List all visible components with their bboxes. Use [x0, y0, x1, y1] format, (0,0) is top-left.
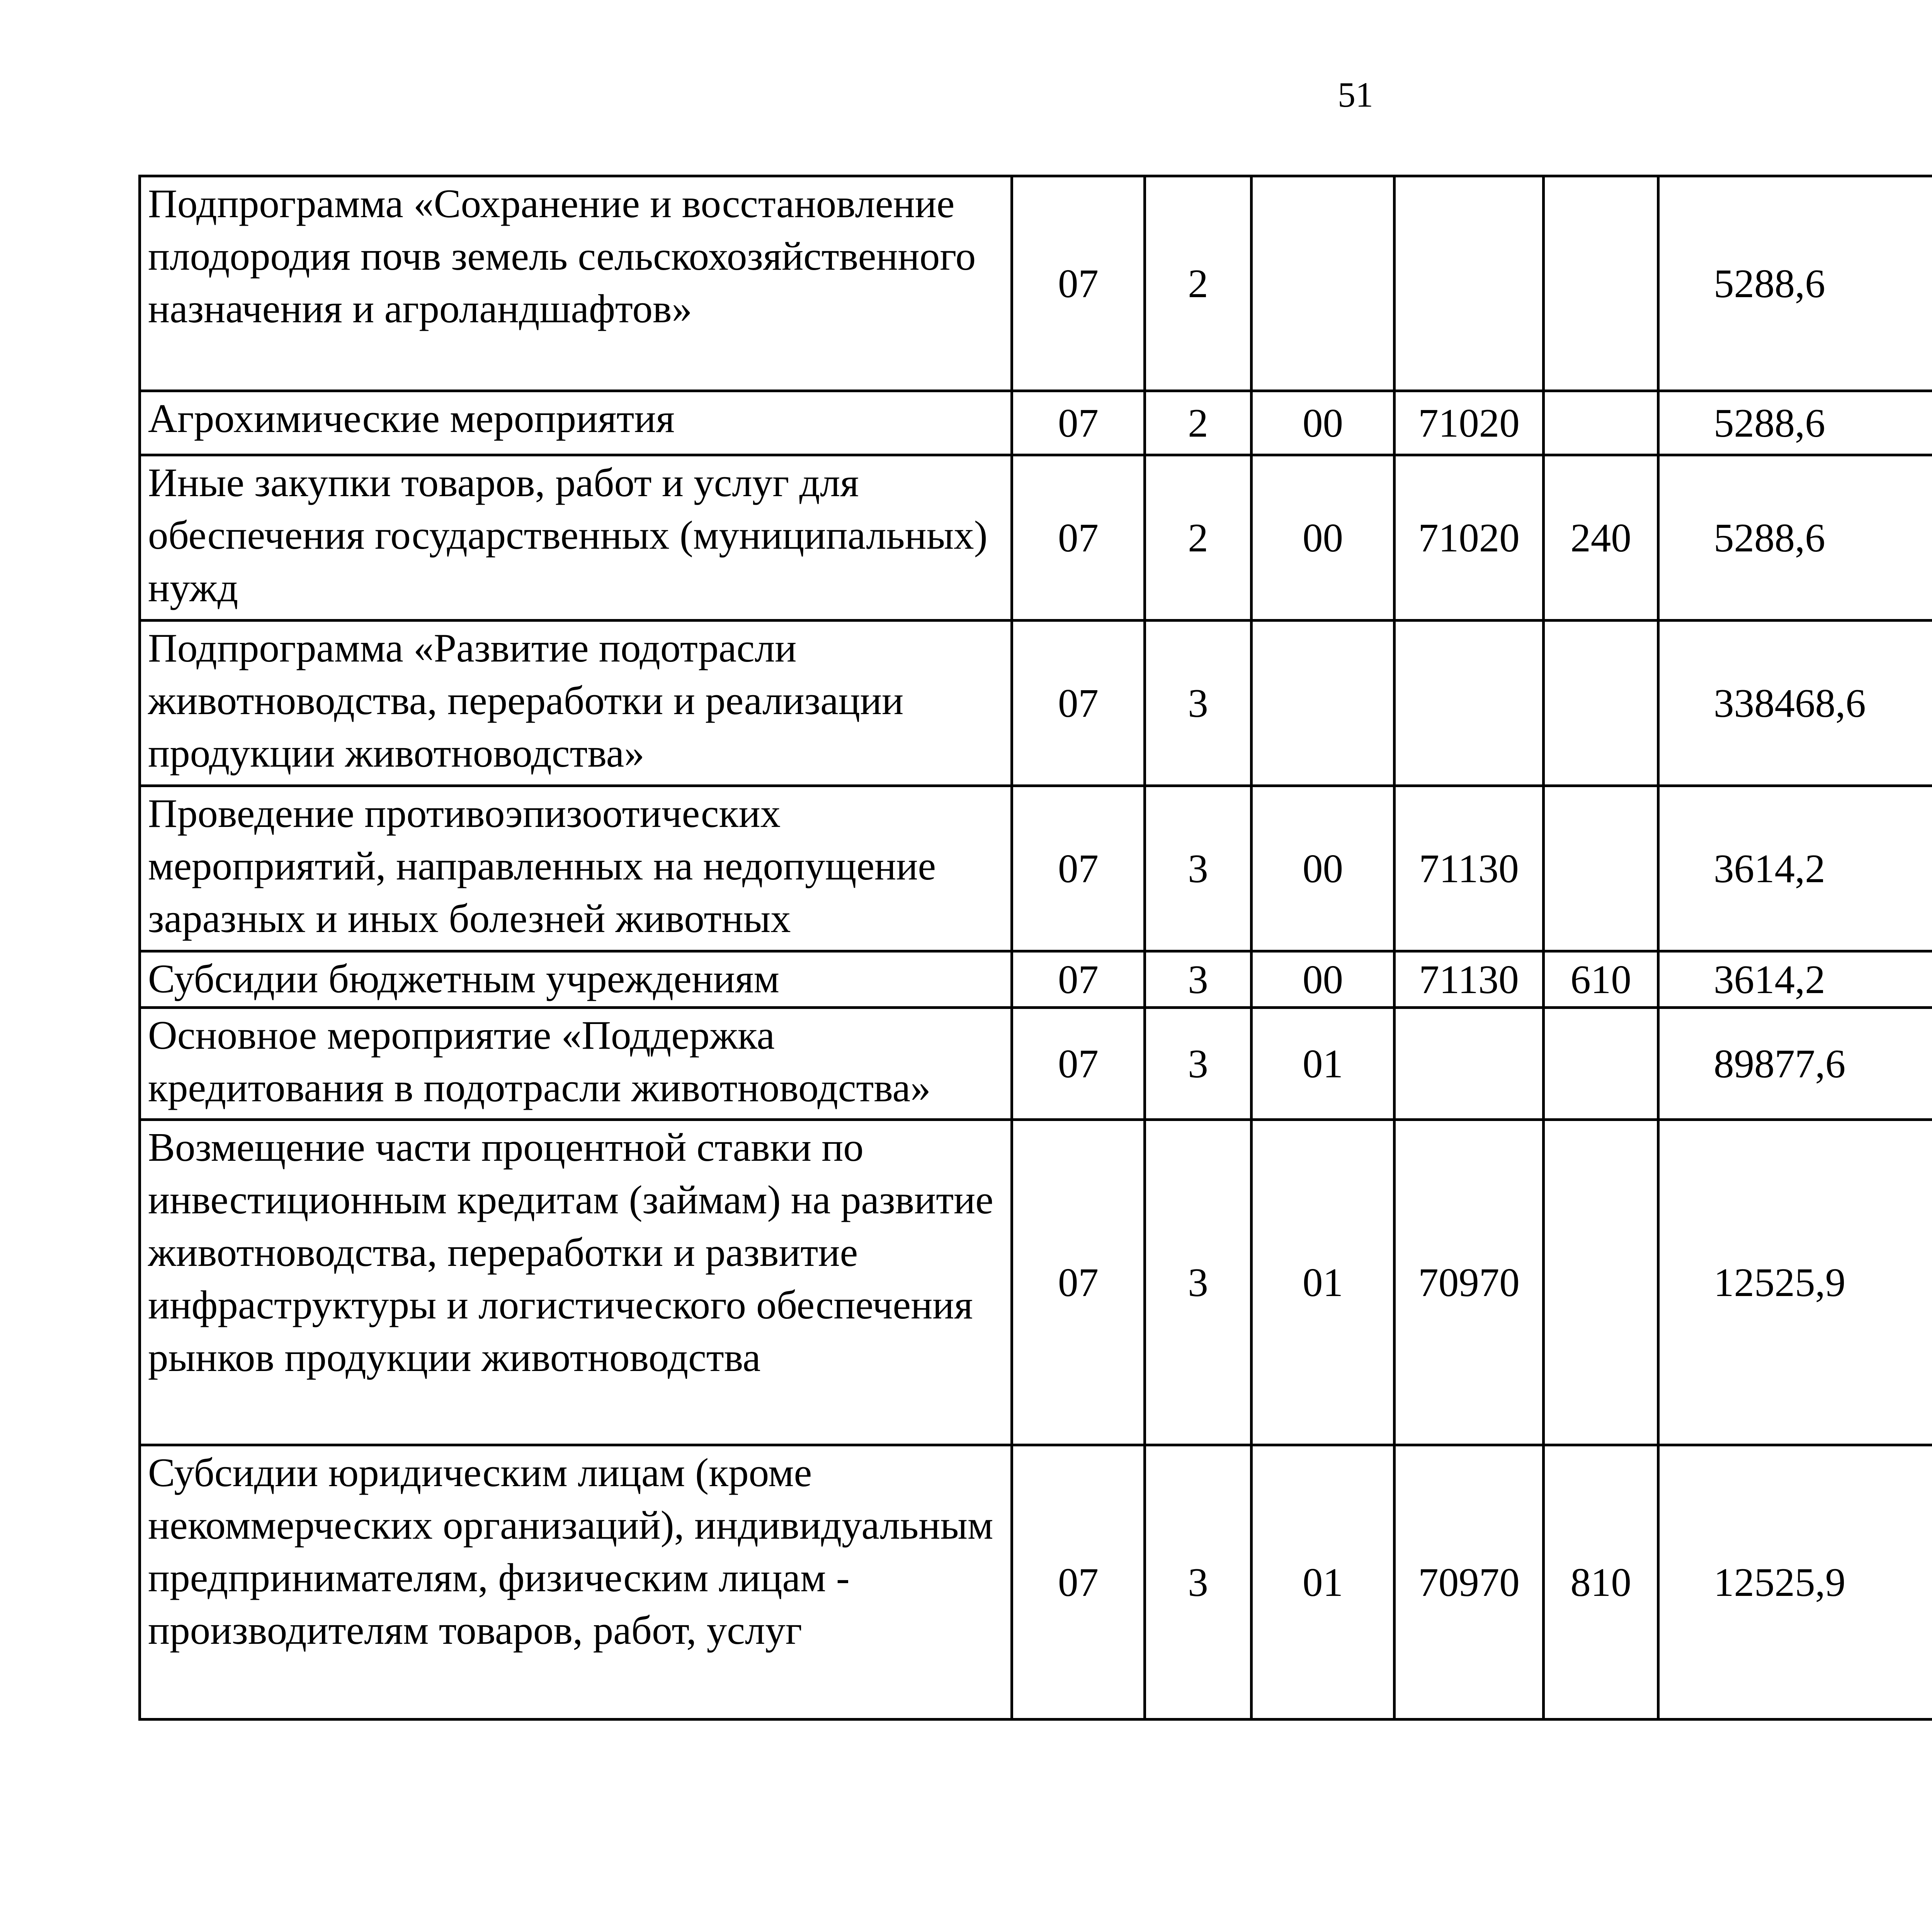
- expense-type-code: [1544, 621, 1658, 786]
- amount-year-1: 3614,2: [1658, 786, 1932, 951]
- table-row: [140, 1120, 1932, 1445]
- table-row: [140, 1445, 1932, 1720]
- amount-year-1: 89877,6: [1658, 1008, 1932, 1120]
- row-name: Агрохимические мероприятия: [140, 391, 1012, 455]
- row-name: Субсидии юридическим лицам (кроме некоммерческих организаций), индивидуальным предпринимателям, физическим лицам - производителям товаров, работ, услуг: [140, 1445, 1012, 1720]
- sp-code: 3: [1145, 951, 1252, 1008]
- amount-year-1: 338468,6: [1658, 621, 1932, 786]
- expense-type-code: [1544, 1008, 1658, 1120]
- direction-code: [1395, 176, 1544, 391]
- direction-code: 71130: [1395, 951, 1544, 1008]
- direction-code: [1395, 621, 1544, 786]
- table-row: [140, 951, 1932, 1008]
- direction-code: 70970: [1395, 1120, 1544, 1445]
- sp-code: 3: [1145, 1008, 1252, 1120]
- om-code: 00: [1252, 786, 1395, 951]
- gp-code: 07: [1012, 455, 1145, 621]
- om-code: 01: [1252, 1008, 1395, 1120]
- gp-code: 07: [1012, 1445, 1145, 1720]
- expense-type-code: [1544, 1120, 1658, 1445]
- expense-type-code: 810: [1544, 1445, 1658, 1720]
- om-code: [1252, 176, 1395, 391]
- amount-year-1: 5288,6: [1658, 391, 1932, 455]
- expense-type-code: 610: [1544, 951, 1658, 1008]
- direction-code: [1395, 1008, 1544, 1120]
- row-name: Основное мероприятие «Поддержка кредитования в подотрасли животноводства»: [140, 1008, 1012, 1120]
- gp-code: 07: [1012, 621, 1145, 786]
- om-code: 00: [1252, 951, 1395, 1008]
- om-code: [1252, 621, 1395, 786]
- direction-code: 71020: [1395, 455, 1544, 621]
- sp-code: 3: [1145, 1445, 1252, 1720]
- sp-code: 2: [1145, 455, 1252, 621]
- row-name: Иные закупки товаров, работ и услуг для обеспечения государственных (муниципальных) нужд: [140, 455, 1012, 621]
- amount-year-1: 5288,6: [1658, 176, 1932, 391]
- row-name: Проведение противоэпизоотических мероприятий, направленных на недопущение заразных и иных болезней животных: [140, 786, 1012, 951]
- sp-code: 2: [1145, 391, 1252, 455]
- expense-type-code: [1544, 786, 1658, 951]
- amount-year-1: 12525,9: [1658, 1120, 1932, 1445]
- table-row: [140, 455, 1932, 621]
- gp-code: 07: [1012, 951, 1145, 1008]
- sp-code: 3: [1145, 786, 1252, 951]
- row-name: Подпрограмма «Сохранение и восстановление плодородия почв земель сельскохозяйственного назначения и агроландшафтов»: [140, 176, 1012, 391]
- om-code: 01: [1252, 1120, 1395, 1445]
- om-code: 00: [1252, 455, 1395, 621]
- om-code: 01: [1252, 1445, 1395, 1720]
- expense-type-code: 240: [1544, 455, 1658, 621]
- table-row: [140, 176, 1932, 391]
- amount-year-1: 5288,6: [1658, 455, 1932, 621]
- amount-year-1: 12525,9: [1658, 1445, 1932, 1720]
- sp-code: 3: [1145, 1120, 1252, 1445]
- expense-type-code: [1544, 391, 1658, 455]
- gp-code: 07: [1012, 786, 1145, 951]
- amount-year-1: 3614,2: [1658, 951, 1932, 1008]
- table-row: [140, 786, 1932, 951]
- sp-code: 2: [1145, 176, 1252, 391]
- gp-code: 07: [1012, 391, 1145, 455]
- gp-code: 07: [1012, 1008, 1145, 1120]
- row-name: Подпрограмма «Развитие подотрасли животноводства, переработки и реализации продукции животноводства»: [140, 621, 1012, 786]
- table-row: [140, 621, 1932, 786]
- page-number: 51: [1338, 75, 1373, 114]
- budget-table: [138, 175, 1932, 1721]
- row-name: Субсидии бюджетным учреждениям: [140, 951, 1012, 1008]
- row-name: Возмещение части процентной ставки по инвестиционным кредитам (займам) на развитие животноводства, переработки и развитие инфраструктуры и логистического обеспечения рынков продукции животноводства: [140, 1120, 1012, 1445]
- direction-code: 71130: [1395, 786, 1544, 951]
- table-row: [140, 1008, 1932, 1120]
- sp-code: 3: [1145, 621, 1252, 786]
- expense-type-code: [1544, 176, 1658, 391]
- gp-code: 07: [1012, 1120, 1145, 1445]
- direction-code: 70970: [1395, 1445, 1544, 1720]
- direction-code: 71020: [1395, 391, 1544, 455]
- gp-code: 07: [1012, 176, 1145, 391]
- om-code: 00: [1252, 391, 1395, 455]
- table-row: [140, 391, 1932, 455]
